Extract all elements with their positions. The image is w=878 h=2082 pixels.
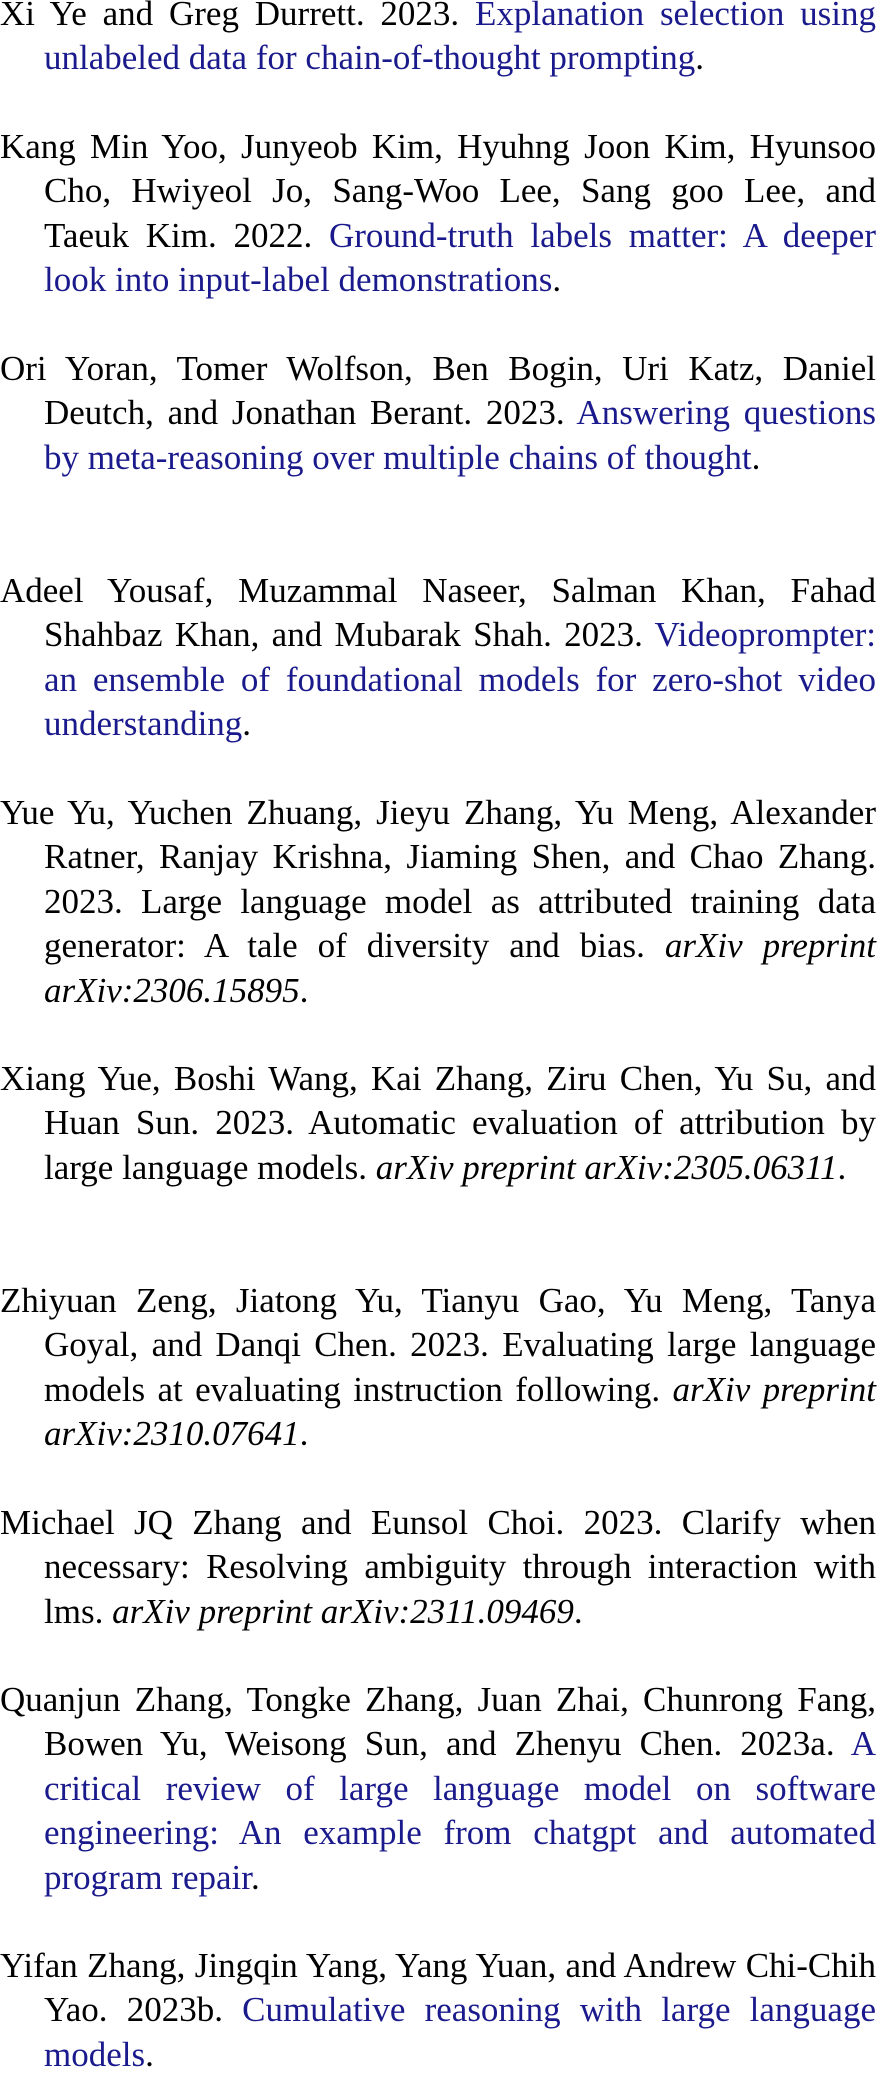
reference-entry [0,1057,876,1190]
reference-title-link[interactable]: Cumulative reasoning with large language models [44,1990,876,2074]
reference-authors: Xiang Yue, Boshi Wang, Kai Zhang, Ziru Chen, Yu Su, and Huan Sun. 2023. [0,1059,876,1143]
reference-period: . [573,1591,583,1631]
reference-title: Large language model as attributed training data generator: A tale of diversity and bias. [44,881,877,966]
reference-period: . [299,970,309,1010]
reference-period: . [145,2034,154,2074]
reference-entry [0,1501,876,1634]
reference-title-link[interactable]: Answering questions by meta-reasoning over multiple chains of thought [44,393,876,477]
reference-entry [0,1678,876,1900]
reference-entry [0,1944,876,2077]
reference-period: . [251,1857,260,1897]
reference-entry [0,791,876,1013]
reference-title: Automatic evaluation of attribution by large language models. [44,1103,876,1187]
reference-authors: Xi Ye and Greg Durrett. 2023. [0,0,460,33]
reference-authors: Ori Yoran, Tomer Wolfson, Ben Bogin, Uri Katz, Daniel Deutch, and Jonathan Berant. 2023. [0,349,876,433]
reference-entry [0,1279,876,1457]
reference-title: Clarify when necessary: Resolving ambiguity through interaction with lms. [44,1503,877,1631]
reference-venue: arXiv preprint arXiv:2311.09469 [112,1591,574,1631]
reference-venue: arXiv preprint arXiv:2305.06311 [375,1147,838,1187]
reference-period: . [242,704,252,744]
reference-authors: Kang Min Yoo, Junyeob Kim, Hyuhng Joon Kim, Hyunsoo Cho, Hwiyeol Jo, Sang-Woo Lee, Sang goo Lee, and Taeuk Kim. 2022. [0,127,876,255]
reference-period: . [837,1147,847,1187]
reference-authors: Zhiyuan Zeng, Jiatong Yu, Tianyu Gao, Yu Meng, Tanya Goyal, and Danqi Chen. 2023. [0,1281,876,1365]
reference-title-link[interactable]: Explanation selection using unlabeled data for chain-of-thought prompting [44,0,876,78]
reference-venue: arXiv preprint arXiv:2310.07641 [44,1369,877,1454]
reference-authors: Michael JQ Zhang and Eunsol Choi. 2023. [0,1503,663,1542]
reference-period: . [751,437,761,477]
reference-authors: Yue Yu, Yuchen Zhuang, Jieyu Zhang, Yu Meng, Alexander Ratner, Ranjay Krishna, Jiaming Shen, and Chao Zhang. 2023. [0,793,876,921]
reference-entry [0,125,876,303]
reference-title: Evaluating large language models at evaluating instruction following. [44,1325,877,1409]
reference-period: . [695,38,704,78]
reference-period: . [299,1414,309,1454]
reference-title-link[interactable]: Videoprompter: an ensemble of foundational models for zero-shot video understanding [44,615,876,744]
reference-entry [0,347,876,480]
reference-title-link[interactable]: Ground-truth labels matter: A deeper look into input-label demonstrations [44,215,876,300]
reference-title-link[interactable]: A critical review of large language model on software engineering: An example from chatgpt and automated program repair [44,1724,877,1897]
reference-venue: arXiv preprint arXiv:2306.15895 [44,926,876,1010]
reference-authors: Quanjun Zhang, Tongke Zhang, Juan Zhai, Chunrong Fang, Bowen Yu, Weisong Sun, and Zhenyu Chen. 2023a. [0,1680,876,1764]
reference-entry [0,0,876,81]
reference-authors: Adeel Yousaf, Muzammal Naseer, Salman Khan, Fahad Shahbaz Khan, and Mubarak Shah. 2023. [0,571,876,655]
reference-entry [0,569,876,747]
reference-period: . [552,260,562,300]
reference-authors: Yifan Zhang, Jingqin Yang, Yang Yuan, and Andrew Chi-Chih Yao. 2023b. [0,1946,876,2030]
